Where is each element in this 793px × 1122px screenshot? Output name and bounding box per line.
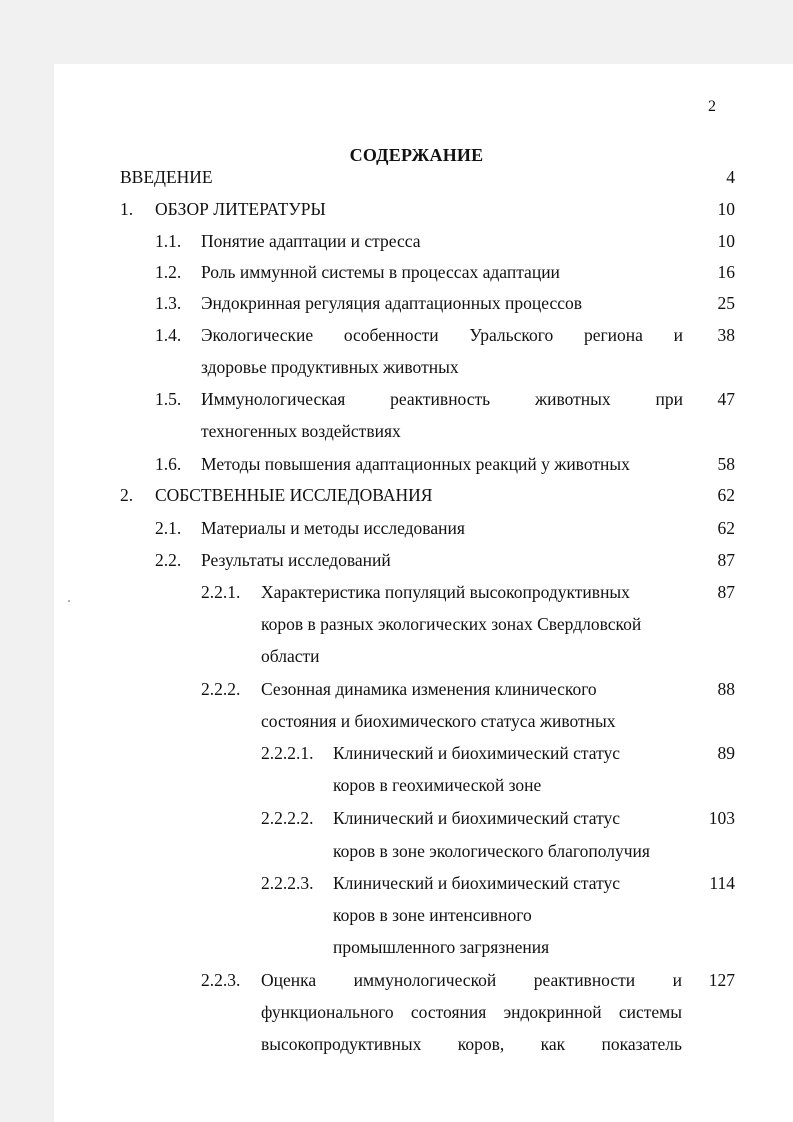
toc-entry-text-line1: Характеристика популяций высокопродуктивных bbox=[261, 582, 630, 602]
toc-entry-number: 2.2.2.1. bbox=[261, 743, 314, 763]
toc-entry-number: 2.2.1. bbox=[201, 582, 241, 602]
toc-entry-number: 2.1. bbox=[155, 518, 182, 538]
toc-entry-page: 88 bbox=[717, 679, 735, 699]
page-title: СОДЕРЖАНИЕ bbox=[349, 145, 484, 165]
toc-entry-text-line2: функционального состояния эндокринной системы bbox=[261, 1002, 682, 1022]
toc-entry-number: 1.6. bbox=[155, 454, 182, 474]
toc-entry-number: 2.2.2.3. bbox=[261, 873, 314, 893]
toc-entry-text: СОБСТВЕННЫЕ ИССЛЕДОВАНИЯ bbox=[155, 485, 433, 505]
toc-entry-text-line3: высокопродуктивных коров, как показатель bbox=[261, 1034, 682, 1054]
toc-entry-text-line1: Оценка иммунологической реактивности и bbox=[261, 970, 682, 990]
toc-entry-number: 1.4. bbox=[155, 325, 182, 345]
toc-entry-number: 1.3. bbox=[155, 293, 182, 313]
toc-entry-text-line3: промышленного загрязнения bbox=[333, 937, 550, 957]
toc-entry-text-line1: Клинический и биохимический статус bbox=[333, 743, 621, 763]
toc-entry-text-line1: Клинический и биохимический статус bbox=[333, 873, 621, 893]
toc-entry-page: 127 bbox=[708, 970, 735, 990]
toc-entry-text-line1: Экологические особенности Уральского региона и bbox=[201, 325, 683, 345]
toc-entry-page: 62 bbox=[717, 485, 735, 505]
toc-entry-number: 2. bbox=[120, 485, 134, 505]
toc-entry-text-line2: коров в зоне интенсивного bbox=[333, 905, 532, 925]
toc-entry-page: 25 bbox=[717, 293, 735, 313]
toc-entry-number: 1.2. bbox=[155, 262, 182, 282]
toc-entry-page: 4 bbox=[726, 167, 735, 187]
toc-entry-page: 58 bbox=[717, 454, 735, 474]
toc-entry-text-line2: здоровье продуктивных животных bbox=[201, 357, 459, 377]
toc-entry-text-line2: техногенных воздействиях bbox=[201, 421, 401, 441]
toc-entry-page: 87 bbox=[717, 550, 735, 570]
toc-entry-text: ВВЕДЕНИЕ bbox=[120, 167, 213, 187]
toc-entry-page: 103 bbox=[708, 808, 735, 828]
page-number: 2 bbox=[708, 98, 716, 115]
toc-entry-text: Методы повышения адаптационных реакций у животных bbox=[201, 454, 630, 474]
toc-entry-page: 10 bbox=[717, 199, 735, 219]
toc-entry-number: 2.2.2.2. bbox=[261, 808, 314, 828]
toc-entry-text-line1: Клинический и биохимический статус bbox=[333, 808, 621, 828]
toc-entry-number: 2.2. bbox=[155, 550, 182, 570]
toc-entry-page: 16 bbox=[717, 262, 735, 282]
toc-entry-text: Материалы и методы исследования bbox=[201, 518, 465, 538]
toc-entry-text-line1: Сезонная динамика изменения клинического bbox=[261, 679, 597, 699]
toc-entry-text: ОБЗОР ЛИТЕРАТУРЫ bbox=[155, 199, 326, 219]
toc-entry-text-line2: состояния и биохимического статуса животных bbox=[261, 711, 616, 731]
toc-entry-number: 2.2.3. bbox=[201, 970, 241, 990]
toc-entry-text-line2: коров в геохимической зоне bbox=[333, 775, 542, 795]
toc-entry-text-line3: области bbox=[261, 646, 320, 666]
toc-entry-text: Роль иммунной системы в процессах адаптации bbox=[201, 262, 560, 282]
toc-entry-page: 38 bbox=[717, 325, 735, 345]
toc-entry-page: 10 bbox=[717, 231, 735, 251]
toc-entry-page: 114 bbox=[709, 873, 735, 893]
toc-entry-text: Результаты исследований bbox=[201, 550, 391, 570]
toc-entry-page: 62 bbox=[717, 518, 735, 538]
toc-entry-text-line2: коров в зоне экологического благополучия bbox=[333, 841, 650, 861]
toc-entry-page: 47 bbox=[717, 389, 735, 409]
toc-entry-text-line2: коров в разных экологических зонах Свердловской bbox=[261, 614, 642, 634]
toc-entry-text-line1: Иммунологическая реактивность животных при bbox=[201, 389, 683, 409]
toc-entry-number: 1.1. bbox=[155, 231, 182, 251]
toc-entry-text: Понятие адаптации и стресса bbox=[201, 231, 421, 251]
scan-speck bbox=[68, 600, 70, 602]
toc-entry-number: 1.5. bbox=[155, 389, 182, 409]
toc-entry-text: Эндокринная регуляция адаптационных процессов bbox=[201, 293, 583, 313]
toc-entry-page: 89 bbox=[717, 743, 735, 763]
toc-entry-page: 87 bbox=[717, 582, 735, 602]
toc-entry-number: 1. bbox=[120, 199, 134, 219]
toc-entry-number: 2.2.2. bbox=[201, 679, 241, 699]
